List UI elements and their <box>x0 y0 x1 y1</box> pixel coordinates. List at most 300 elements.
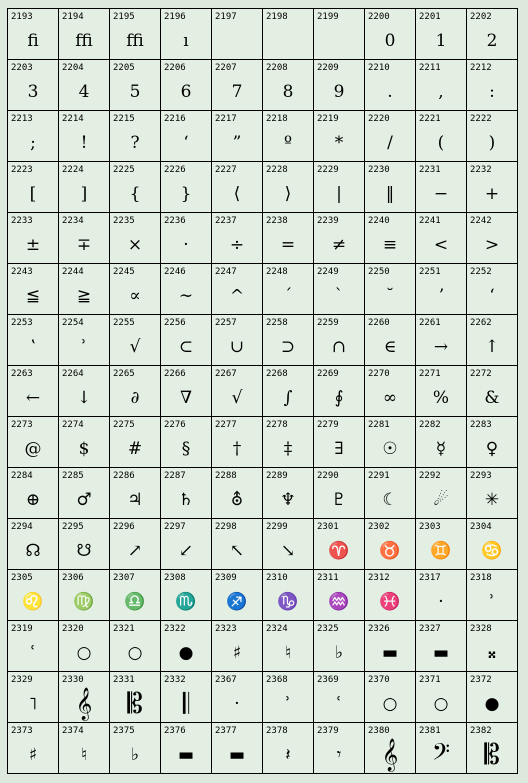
glyph-symbol: ↓ <box>76 387 92 408</box>
glyph-number: 2274 <box>62 420 84 430</box>
glyph-symbol: ﬃ <box>75 30 93 51</box>
glyph-symbol: ʼ <box>438 285 444 306</box>
glyph-cell <box>416 468 467 519</box>
glyph-cell <box>416 672 467 723</box>
glyph-cell <box>59 570 110 621</box>
glyph-cell <box>59 315 110 366</box>
glyph-cell <box>161 111 212 162</box>
glyph-symbol: ʾ <box>489 591 495 612</box>
glyph-number: 2213 <box>11 114 33 124</box>
glyph-cell <box>365 468 416 519</box>
glyph-symbol: ○ <box>433 693 449 714</box>
glyph-cell <box>365 366 416 417</box>
glyph-symbol: ≧ <box>76 285 92 306</box>
glyph-symbol: ☿ <box>435 438 447 459</box>
glyph-symbol: % <box>432 387 450 408</box>
glyph-cell <box>416 519 467 570</box>
glyph-number: 2234 <box>62 216 84 226</box>
glyph-symbol: 1 <box>435 30 447 51</box>
glyph-symbol: ⊃ <box>280 336 296 357</box>
glyph-number: 2282 <box>419 420 441 430</box>
glyph-cell <box>161 213 212 264</box>
glyph-number: 2228 <box>266 165 288 175</box>
glyph-symbol: > <box>484 234 500 255</box>
glyph-cell <box>314 264 365 315</box>
glyph-number: 2199 <box>317 12 339 22</box>
glyph-number: 2209 <box>317 63 339 73</box>
glyph-symbol: ♂ <box>76 489 92 510</box>
glyph-number: 2194 <box>62 12 84 22</box>
glyph-symbol: 𝄞 <box>75 687 93 720</box>
glyph-cell <box>110 162 161 213</box>
glyph-symbol: ↘ <box>280 540 296 561</box>
glyph-number: 2193 <box>11 12 33 22</box>
glyph-cell <box>263 519 314 570</box>
glyph-number: 2375 <box>113 726 135 736</box>
glyph-number: 2223 <box>11 165 33 175</box>
glyph-symbol: # <box>127 438 143 459</box>
glyph-symbol: . <box>387 81 393 102</box>
glyph-cell <box>314 213 365 264</box>
glyph-cell <box>212 468 263 519</box>
glyph-cell <box>59 366 110 417</box>
glyph-symbol: ♓ <box>379 591 401 612</box>
glyph-number: 2286 <box>113 471 135 481</box>
glyph-symbol: 5 <box>129 81 141 102</box>
glyph-number: 2288 <box>215 471 237 481</box>
glyph-number: 2204 <box>62 63 84 73</box>
glyph-number: 2303 <box>419 522 441 532</box>
glyph-number: 2318 <box>470 573 492 583</box>
glyph-cell <box>161 315 212 366</box>
glyph-number: 2367 <box>215 675 237 685</box>
glyph-number: 2273 <box>11 420 33 430</box>
glyph-cell <box>314 570 365 621</box>
glyph-cell <box>8 60 59 111</box>
glyph-cell <box>110 672 161 723</box>
glyph-cell <box>8 315 59 366</box>
glyph-cell <box>263 111 314 162</box>
glyph-number: 2217 <box>215 114 237 124</box>
glyph-symbol: ♎ <box>124 591 146 612</box>
glyph-symbol: ● <box>484 693 500 714</box>
glyph-number: 2322 <box>164 624 186 634</box>
glyph-cell <box>365 315 416 366</box>
glyph-symbol: } <box>180 183 192 204</box>
glyph-cell <box>467 672 518 723</box>
glyph-cell <box>314 519 365 570</box>
glyph-symbol: 𝄽 <box>285 744 291 765</box>
glyph-symbol: ☋ <box>76 540 92 561</box>
glyph-cell <box>314 162 365 213</box>
glyph-number: 2309 <box>215 573 237 583</box>
glyph-symbol: ﬁ <box>27 30 39 51</box>
glyph-number: 2246 <box>164 267 186 277</box>
glyph-cell <box>212 264 263 315</box>
glyph-cell <box>212 111 263 162</box>
glyph-number: 2382 <box>470 726 492 736</box>
glyph-number: 2259 <box>317 318 339 328</box>
glyph-cell <box>263 366 314 417</box>
glyph-symbol <box>263 23 313 59</box>
glyph-number: 2236 <box>164 216 186 226</box>
glyph-number: 2323 <box>215 624 237 634</box>
glyph-cell <box>8 9 59 60</box>
glyph-symbol: ♑ <box>277 591 299 612</box>
glyph-number: 2368 <box>266 675 288 685</box>
glyph-symbol: → <box>433 336 449 357</box>
glyph-number: 2214 <box>62 114 84 124</box>
glyph-number: 2230 <box>368 165 390 175</box>
glyph-cell <box>314 111 365 162</box>
glyph-symbol: ♌ <box>22 591 44 612</box>
glyph-symbol: ≠ <box>331 234 347 255</box>
glyph-symbol: ♍ <box>73 591 95 612</box>
glyph-cell <box>161 366 212 417</box>
glyph-number: 2221 <box>419 114 441 124</box>
glyph-symbol: 3 <box>27 81 39 102</box>
glyph-cell <box>59 519 110 570</box>
glyph-symbol: ˥ <box>28 693 38 714</box>
glyph-cell <box>314 723 365 774</box>
glyph-symbol: ʾ <box>285 693 291 714</box>
glyph-symbol: ☾ <box>382 489 398 510</box>
glyph-number: 2195 <box>113 12 135 22</box>
glyph-cell <box>161 723 212 774</box>
glyph-number: 2296 <box>113 522 135 532</box>
glyph-cell <box>467 9 518 60</box>
glyph-symbol: ʿ <box>30 642 36 663</box>
glyph-number: 2254 <box>62 318 84 328</box>
glyph-symbol: ! <box>80 132 88 153</box>
glyph-symbol: = <box>280 234 296 255</box>
glyph-number: 2304 <box>470 522 492 532</box>
glyph-symbol: ⟩ <box>284 183 292 204</box>
glyph-symbol: * <box>334 132 344 153</box>
glyph-cell <box>416 264 467 315</box>
glyph-symbol: + <box>484 183 500 204</box>
glyph-symbol: $ <box>78 438 90 459</box>
glyph-symbol: ☉ <box>382 438 398 459</box>
glyph-symbol: ʾ <box>81 336 87 357</box>
glyph-cell <box>8 468 59 519</box>
glyph-symbol: ⊂ <box>178 336 194 357</box>
glyph-cell <box>263 570 314 621</box>
glyph-number: 2283 <box>470 420 492 430</box>
glyph-cell <box>467 723 518 774</box>
glyph-symbol: ʿ <box>336 693 342 714</box>
glyph-number: 2324 <box>266 624 288 634</box>
glyph-number: 2328 <box>470 624 492 634</box>
glyph-number: 2277 <box>215 420 237 430</box>
glyph-number: 2332 <box>164 675 186 685</box>
glyph-number: 2264 <box>62 369 84 379</box>
glyph-number: 2200 <box>368 12 390 22</box>
glyph-symbol: 𝄪 <box>488 642 496 663</box>
glyph-symbol: < <box>433 234 449 255</box>
glyph-cell <box>59 723 110 774</box>
glyph-number: 2297 <box>164 522 186 532</box>
glyph-cell <box>59 111 110 162</box>
glyph-number: 2263 <box>11 369 33 379</box>
glyph-cell <box>365 111 416 162</box>
glyph-number: 2203 <box>11 63 33 73</box>
glyph-number: 2238 <box>266 216 288 226</box>
glyph-symbol: ♯ <box>232 642 242 663</box>
glyph-number: 2216 <box>164 114 186 124</box>
glyph-cell <box>416 9 467 60</box>
glyph-cell <box>263 162 314 213</box>
glyph-cell <box>59 9 110 60</box>
glyph-cell <box>263 60 314 111</box>
glyph-symbol: & <box>484 387 500 408</box>
glyph-cell <box>161 519 212 570</box>
glyph-cell <box>467 111 518 162</box>
glyph-cell <box>365 213 416 264</box>
glyph-cell <box>263 723 314 774</box>
glyph-cell <box>467 366 518 417</box>
glyph-symbol: ♇ <box>331 489 347 510</box>
glyph-number: 2268 <box>266 369 288 379</box>
glyph-cell <box>8 570 59 621</box>
glyph-cell <box>263 315 314 366</box>
glyph-cell <box>110 468 161 519</box>
glyph-symbol: : <box>489 81 495 102</box>
glyph-symbol: ♊ <box>430 540 452 561</box>
glyph-number: 2326 <box>368 624 390 634</box>
glyph-number: 2255 <box>113 318 135 328</box>
glyph-cell <box>212 315 263 366</box>
glyph-number: 2249 <box>317 267 339 277</box>
glyph-cell <box>365 621 416 672</box>
glyph-number: 2289 <box>266 471 288 481</box>
glyph-number: 2265 <box>113 369 135 379</box>
glyph-cell <box>365 672 416 723</box>
glyph-cell <box>161 60 212 111</box>
glyph-symbol: [ <box>29 183 37 204</box>
glyph-symbol: ↗ <box>127 540 143 561</box>
glyph-cell <box>8 366 59 417</box>
glyph-symbol: × <box>127 234 143 255</box>
glyph-cell <box>263 417 314 468</box>
glyph-symbol: ∇ <box>180 387 192 408</box>
glyph-symbol: 𝄃 <box>182 687 190 720</box>
glyph-number: 2245 <box>113 267 135 277</box>
glyph-symbol: ? <box>130 132 140 153</box>
glyph-number: 2202 <box>470 12 492 22</box>
glyph-symbol: ▬ <box>228 744 246 765</box>
glyph-symbol: ) <box>488 132 496 153</box>
glyph-symbol: ∼ <box>178 285 194 306</box>
glyph-number: 2308 <box>164 573 186 583</box>
glyph-number: 2298 <box>215 522 237 532</box>
glyph-number: 2299 <box>266 522 288 532</box>
glyph-number: 2275 <box>113 420 135 430</box>
glyph-cell <box>8 111 59 162</box>
glyph-cell <box>416 162 467 213</box>
glyph-cell <box>59 672 110 723</box>
glyph-symbol: ▬ <box>177 744 195 765</box>
glyph-number: 2240 <box>368 216 390 226</box>
glyph-symbol: ı <box>183 30 189 51</box>
glyph-cell <box>467 468 518 519</box>
glyph-number: 2235 <box>113 216 135 226</box>
glyph-number: 2381 <box>419 726 441 736</box>
glyph-symbol: ” <box>232 132 242 153</box>
glyph-symbol: ∩ <box>331 336 347 357</box>
glyph-cell <box>416 570 467 621</box>
glyph-cell <box>212 621 263 672</box>
glyph-number: 2320 <box>62 624 84 634</box>
glyph-number: 2292 <box>419 471 441 481</box>
glyph-number: 2207 <box>215 63 237 73</box>
glyph-cell <box>365 417 416 468</box>
glyph-symbol: ☄ <box>433 489 449 510</box>
glyph-number: 2380 <box>368 726 390 736</box>
glyph-number: 2311 <box>317 573 339 583</box>
glyph-number: 2290 <box>317 471 339 481</box>
glyph-cell <box>263 468 314 519</box>
glyph-cell <box>110 621 161 672</box>
glyph-cell <box>8 672 59 723</box>
glyph-symbol: ⟨ <box>233 183 241 204</box>
glyph-cell <box>416 621 467 672</box>
glyph-cell <box>263 213 314 264</box>
glyph-cell <box>8 162 59 213</box>
glyph-symbol: ˘ <box>385 285 395 306</box>
glyph-number: 2248 <box>266 267 288 277</box>
glyph-number: 2215 <box>113 114 135 124</box>
glyph-table <box>7 8 518 774</box>
glyph-number: 2307 <box>113 573 135 583</box>
glyph-number: 2327 <box>419 624 441 634</box>
glyph-symbol: @ <box>24 438 42 459</box>
glyph-symbol: º <box>284 132 292 153</box>
glyph-symbol: 0 <box>384 30 396 51</box>
glyph-symbol: ♋ <box>481 540 503 561</box>
glyph-cell <box>161 468 212 519</box>
glyph-number: 2208 <box>266 63 288 73</box>
glyph-number: 2247 <box>215 267 237 277</box>
glyph-number: 2317 <box>419 573 441 583</box>
glyph-number: 2294 <box>11 522 33 532</box>
glyph-symbol: ʻ <box>183 132 189 153</box>
glyph-cell <box>212 213 263 264</box>
glyph-number: 2331 <box>113 675 135 685</box>
glyph-cell <box>110 60 161 111</box>
glyph-number: 2281 <box>368 420 390 430</box>
glyph-number: 2242 <box>470 216 492 226</box>
glyph-number: 2279 <box>317 420 339 430</box>
glyph-symbol: 8 <box>282 81 294 102</box>
glyph-symbol: ^ <box>229 285 245 306</box>
glyph-number: 2196 <box>164 12 186 22</box>
glyph-cell <box>314 417 365 468</box>
glyph-cell <box>467 264 518 315</box>
glyph-number: 2261 <box>419 318 441 328</box>
glyph-symbol: ∂ <box>130 387 140 408</box>
glyph-number: 2258 <box>266 318 288 328</box>
glyph-number: 2266 <box>164 369 186 379</box>
glyph-symbol: ♏ <box>175 591 197 612</box>
glyph-symbol: 𝄡 <box>484 738 500 771</box>
glyph-symbol: ∓ <box>76 234 92 255</box>
glyph-number: 2272 <box>470 369 492 379</box>
glyph-cell <box>59 264 110 315</box>
glyph-cell <box>161 672 212 723</box>
glyph-cell <box>416 213 467 264</box>
glyph-number: 2267 <box>215 369 237 379</box>
glyph-cell <box>212 162 263 213</box>
glyph-cell <box>59 213 110 264</box>
glyph-symbol: ♒ <box>328 591 350 612</box>
glyph-number: 2270 <box>368 369 390 379</box>
glyph-cell <box>110 570 161 621</box>
glyph-cell <box>314 672 365 723</box>
glyph-number: 2302 <box>368 522 390 532</box>
glyph-number: 2232 <box>470 165 492 175</box>
glyph-cell <box>314 468 365 519</box>
glyph-number: 2229 <box>317 165 339 175</box>
glyph-symbol: | <box>336 183 342 204</box>
glyph-symbol: ♮ <box>284 642 292 663</box>
glyph-cell <box>110 366 161 417</box>
glyph-symbol: √ <box>129 336 141 357</box>
glyph-symbol: ; <box>30 132 36 153</box>
glyph-symbol: ⊕ <box>25 489 41 510</box>
glyph-cell <box>8 621 59 672</box>
glyph-symbol: ± <box>25 234 41 255</box>
glyph-number: 2306 <box>62 573 84 583</box>
glyph-cell <box>314 60 365 111</box>
glyph-number: 2372 <box>470 675 492 685</box>
glyph-number: 2225 <box>113 165 135 175</box>
glyph-number: 2301 <box>317 522 339 532</box>
glyph-cell <box>212 9 263 60</box>
glyph-symbol: 𝄞 <box>381 738 399 771</box>
glyph-symbol: 7 <box>231 81 243 102</box>
glyph-symbol: ♄ <box>178 489 194 510</box>
glyph-symbol: ☊ <box>25 540 41 561</box>
glyph-symbol: / <box>387 132 393 153</box>
glyph-cell <box>416 417 467 468</box>
glyph-cell <box>8 264 59 315</box>
glyph-symbol: 2 <box>486 30 498 51</box>
glyph-symbol: 𝄾 <box>336 744 342 765</box>
glyph-number: 2218 <box>266 114 288 124</box>
glyph-cell <box>110 9 161 60</box>
glyph-number: 2329 <box>11 675 33 685</box>
glyph-symbol: ♭ <box>130 744 140 765</box>
glyph-cell <box>8 417 59 468</box>
glyph-symbol: ʻ <box>489 285 495 306</box>
glyph-symbol: 9 <box>333 81 345 102</box>
glyph-cell <box>263 9 314 60</box>
glyph-number: 2212 <box>470 63 492 73</box>
glyph-number: 2226 <box>164 165 186 175</box>
glyph-symbol: ● <box>178 642 194 663</box>
glyph-number: 2237 <box>215 216 237 226</box>
glyph-cell <box>365 162 416 213</box>
glyph-symbol: ÷ <box>229 234 245 255</box>
glyph-symbol: 𝄢 <box>431 738 450 771</box>
glyph-number: 2231 <box>419 165 441 175</box>
glyph-cell <box>161 162 212 213</box>
glyph-number: 2219 <box>317 114 339 124</box>
glyph-cell <box>314 366 365 417</box>
glyph-symbol: ∞ <box>382 387 398 408</box>
glyph-cell <box>8 723 59 774</box>
